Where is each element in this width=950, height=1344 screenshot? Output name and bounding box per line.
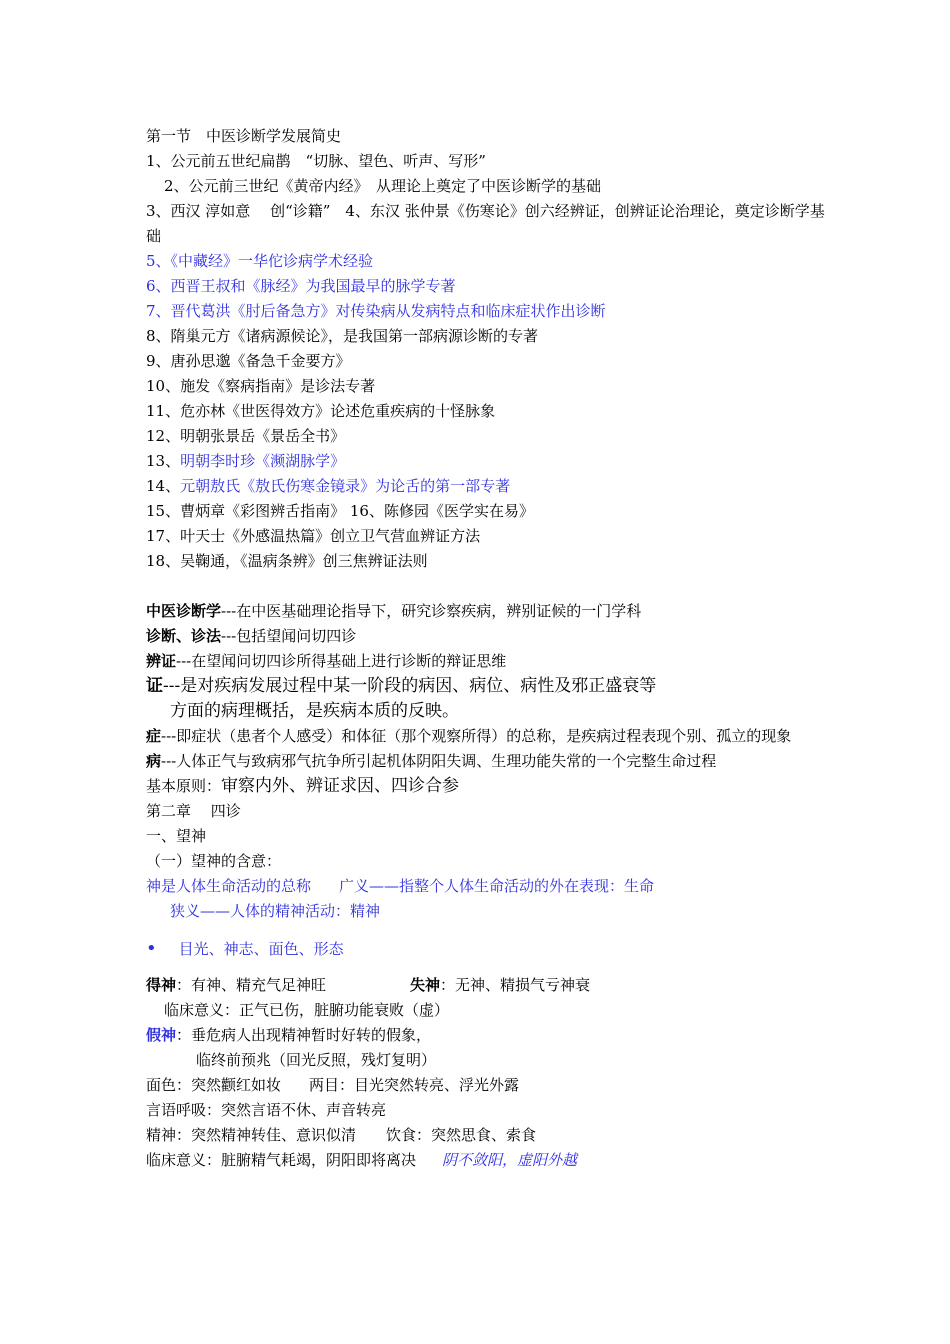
history-item-6: 6、西晋王叔和《脉经》为我国最早的脉学专著 bbox=[146, 277, 456, 295]
definition-term: 证 bbox=[146, 676, 163, 696]
bullet-item bbox=[146, 936, 826, 961]
clinical-significance-2-note: 阴不敛阳，虚阳外越 bbox=[442, 1151, 578, 1169]
definition-term: 中医诊断学 bbox=[146, 602, 222, 620]
history-item-18: 18、吴鞠通，《温病条辨》创三焦辨证法则 bbox=[146, 552, 428, 570]
history-item-10: 10、施发《察病指南》是诊法专著 bbox=[146, 377, 376, 395]
deshen-text: ：有神、精充气足神旺 bbox=[176, 976, 327, 994]
history-item-14 bbox=[146, 474, 826, 499]
clinical-significance-2 bbox=[146, 1148, 826, 1173]
section-title: 一、望神 bbox=[146, 827, 207, 845]
definition-term: 诊断、诊法 bbox=[146, 627, 222, 645]
history-item-12: 12、明朝张景岳《景岳全书》 bbox=[146, 427, 346, 445]
spacer bbox=[146, 961, 826, 973]
jiashen bbox=[146, 1023, 826, 1048]
history-item-13-text: 明朝李时珍《濒湖脉学》 bbox=[180, 452, 346, 470]
definition-text: ---包括望闻问切四诊 bbox=[221, 627, 357, 645]
definition-disease bbox=[146, 749, 826, 774]
definition-diagnosis-methods bbox=[146, 624, 826, 649]
diet-text: 饮食：突然思食、索食 bbox=[386, 1126, 537, 1144]
jiashen-continued: 临终前预兆（回光反照，残灯复明） bbox=[196, 1051, 437, 1069]
definition-syndrome bbox=[146, 674, 826, 699]
definition-text: ---在中医基础理论指导下，研究诊察疾病，辨别证候的一门学科 bbox=[221, 602, 642, 620]
history-item-2: 2、公元前三世纪《黄帝内经》 从理论上奠定了中医诊断学的基础 bbox=[164, 177, 602, 195]
document-page bbox=[146, 124, 826, 1173]
history-item-3-4: 3、西汉 淳如意 创“诊籍” 4、东汉 张仲景《伤寒论》创六经辨证，创辨证论治理论，奠定诊断学基础 bbox=[146, 202, 825, 245]
definition-symptom bbox=[146, 724, 826, 749]
eyes-text: 两目：目光突然转亮、浮光外露 bbox=[309, 1076, 520, 1094]
basic-principle-text: 审察内外、辨证求因、四诊合参 bbox=[221, 776, 460, 796]
chapter-heading: 第二章 四诊 bbox=[146, 802, 241, 820]
history-item-5: 5、《中藏经》一华佗诊病学术经验 bbox=[146, 252, 374, 270]
bullet-text: 目光、神志、面色、形态 bbox=[178, 940, 344, 958]
shen-broad: 广义——指整个人体生命活动的外在表现：生命 bbox=[339, 877, 655, 895]
speech-breathing: 言语呼吸：突然言语不休、声音转亮 bbox=[146, 1101, 387, 1119]
definition-syndrome-differentiation bbox=[146, 649, 826, 674]
face-eyes bbox=[146, 1073, 826, 1098]
spacer bbox=[146, 574, 826, 599]
definition-syndrome-continued: 方面的病理概括，是疾病本质的反映。 bbox=[170, 701, 459, 721]
basic-principle-label: 基本原则： bbox=[146, 777, 222, 795]
shen-total: 神是人体生命活动的总称 bbox=[146, 877, 312, 895]
spirit-diet bbox=[146, 1123, 826, 1148]
history-item-14-text: 元朝敖氏《敖氏伤寒金镜录》为论舌的第一部专著 bbox=[180, 477, 511, 495]
spirit-text: 精神：突然精神转佳、意识似清 bbox=[146, 1126, 357, 1144]
jiashen-text: ：垂危病人出现精神暂时好转的假象， bbox=[176, 1026, 432, 1044]
clinical-significance-2-text: 临床意义：脏腑精气耗竭，阴阳即将离决 bbox=[146, 1151, 417, 1169]
shen-narrow: 狭义——人体的精神活动：精神 bbox=[170, 902, 381, 920]
definition-text: ---在望闻问切四诊所得基础上进行诊断的辩证思维 bbox=[176, 652, 507, 670]
section-heading: 第一节 中医诊断学发展简史 bbox=[146, 127, 342, 145]
bullet-icon: • bbox=[146, 938, 157, 959]
basic-principle bbox=[146, 774, 826, 799]
definition-text: ---是对疾病发展过程中某一阶段的病因、病位、病性及邪正盛衰等 bbox=[163, 676, 657, 696]
history-item-13 bbox=[146, 449, 826, 474]
clinical-significance-1: 临床意义：正气已伤，脏腑功能衰败（虚） bbox=[164, 1001, 450, 1019]
history-item-14-number: 14、 bbox=[146, 477, 181, 495]
jiashen-term: 假神 bbox=[146, 1026, 177, 1044]
deshen-term: 得神 bbox=[146, 976, 177, 994]
definition-text: ---人体正气与致病邪气抗争所引起机体阴阳失调、生理功能失常的一个完整生命过程 bbox=[161, 752, 717, 770]
history-item-11: 11、危亦林《世医得效方》论述危重疾病的十怪脉象 bbox=[146, 402, 496, 420]
history-item-9: 9、唐孙思邈《备急千金要方》 bbox=[146, 352, 351, 370]
history-item-13-number: 13、 bbox=[146, 452, 181, 470]
deshen-shishen bbox=[146, 973, 826, 998]
definition-term: 辨证 bbox=[146, 652, 177, 670]
face-text: 面色：突然颧红如妆 bbox=[146, 1076, 282, 1094]
definition-text: ---即症状（患者个人感受）和体征（那个观察所得）的总称，是疾病过程表现个别、孤立的现象 bbox=[161, 727, 792, 745]
subsection-title: （一）望神的含意： bbox=[146, 852, 282, 870]
history-item-17: 17、叶天士《外感温热篇》创立卫气营血辨证方法 bbox=[146, 527, 481, 545]
definition-diagnostics bbox=[146, 599, 826, 624]
shishen-text: ：无神、精损气亏神衰 bbox=[440, 976, 591, 994]
shishen-term: 失神 bbox=[410, 976, 441, 994]
spacer bbox=[146, 924, 826, 936]
history-item-7: 7、晋代葛洪《肘后备急方》对传染病从发病特点和临床症状作出诊断 bbox=[146, 302, 606, 320]
definition-term: 病 bbox=[146, 752, 162, 770]
shen-definition bbox=[146, 874, 826, 899]
definition-term: 症 bbox=[146, 727, 162, 745]
history-item-15-16: 15、曹炳章《彩图辨舌指南》 16、陈修园《医学实在易》 bbox=[146, 502, 534, 520]
history-item-1: 1、公元前五世纪扁鹊 “切脉、望色、听声、写形” bbox=[146, 152, 486, 170]
history-item-8: 8、隋巢元方《诸病源候论》，是我国第一部病源诊断的专著 bbox=[146, 327, 539, 345]
